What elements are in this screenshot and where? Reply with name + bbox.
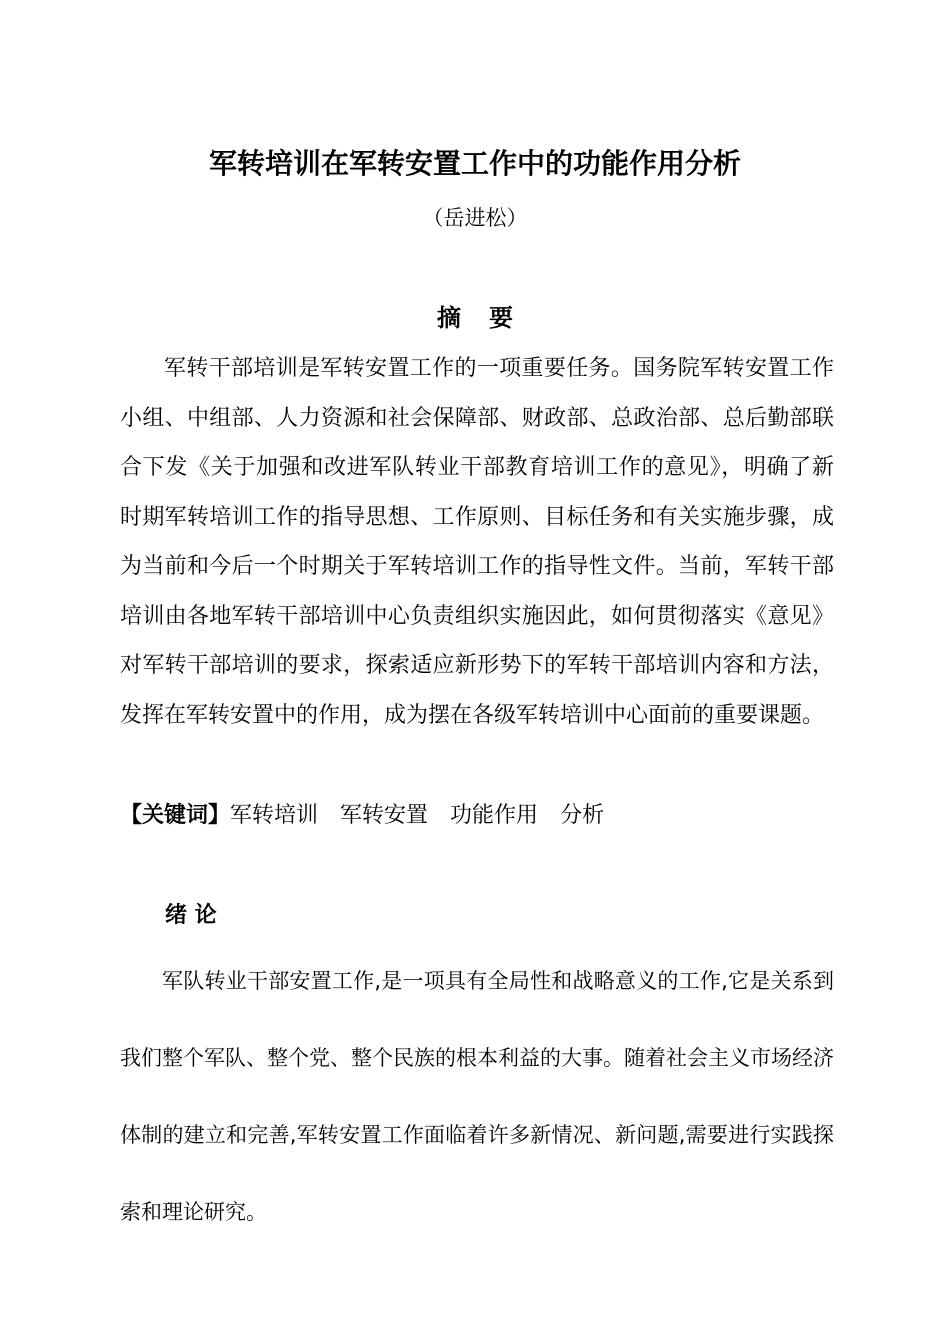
document-title: 军转培训在军转安置工作中的功能作用分析 — [208, 147, 741, 180]
abstract-heading — [0, 300, 950, 336]
author-name: （岳进松） — [422, 206, 528, 230]
keywords-label: 【关键词】 — [120, 803, 231, 828]
keyword-item: 功能作用 — [450, 803, 539, 828]
keyword-item: 军转安置 — [340, 803, 429, 828]
abstract-heading-char-1: 摘 — [437, 304, 461, 332]
abstract-paragraph: 军转干部培训是军转安置工作的一项重要任务。国务院军转安置工作小组、中组部、人力资源和社会保障部、财政部、总政治部、总后勤部联合下发《关于加强和改进军队转业干部教育培训工作的意见》，明确了新时期军转培训工作的指导思想、工作原则、目标任务和有关实施步骤，成为当前和今后一个时期关于军转培训工作的指导性文件。当前，军转干部培训由各地军转干部培训中心负责组织实施因此，如何贯彻落实《意见》对军转干部培训的要求，探索适应新形势下的军转干部培训内容和方法，发挥在军转安置中的作用，成为摆在各级军转培训中心面前的重要课题。 — [120, 356, 834, 728]
keyword-item: 分析 — [560, 803, 605, 828]
introduction-paragraph: 军队转业干部安置工作,是一项具有全局性和战略意义的工作,它是关系到我们整个军队、整个党、整个民族的根本利益的大事。随着社会主义市场经济体制的建立和完善,军转安置工作面临着许多新情况、新问题,需要进行实践探索和理论研究。 — [120, 969, 834, 1224]
abstract-heading-char-2: 要 — [489, 304, 513, 332]
keywords-line — [120, 796, 834, 836]
keyword-item: 军转培训 — [230, 803, 319, 828]
introduction-heading: 绪 论 — [165, 903, 217, 928]
